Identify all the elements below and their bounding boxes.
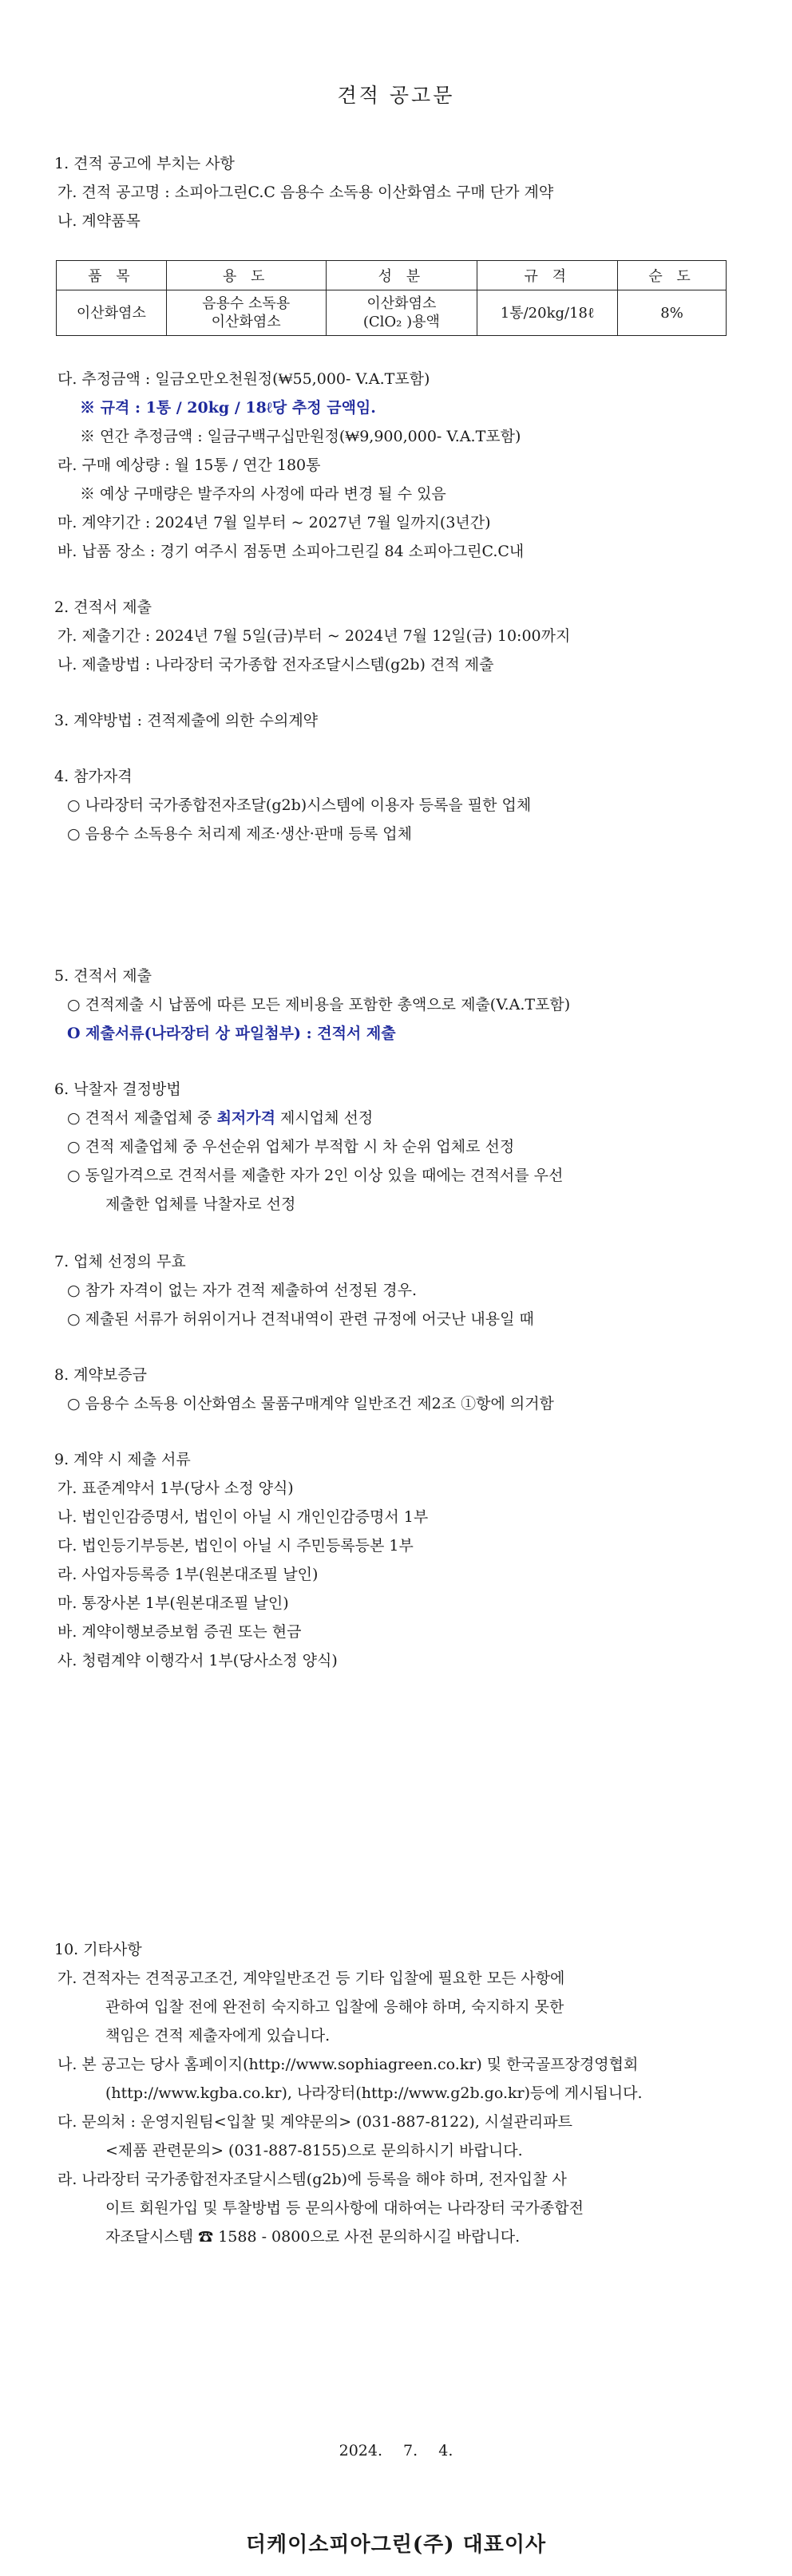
section-2-heading: 2. 견적서 제출 <box>54 599 152 616</box>
s6-item-lowest <box>67 1106 373 1128</box>
cell-composition-line1: 이산화염소 <box>366 295 437 312</box>
table-header-cell: 용 도 <box>166 261 326 290</box>
section-3-heading: 3. 계약방법 : 견적제출에 의한 수의계약 <box>54 712 319 729</box>
s6-item-lowest-emphasis: 최저가격 <box>216 1109 275 1127</box>
s6-item-lowest-post: 제시업체 선정 <box>275 1109 374 1127</box>
s9-list-item: 나. 법인인감증명서, 법인이 아닐 시 개인인감증명서 1부 <box>57 1508 429 1526</box>
s1-note-annual: ※ 연간 추정금액 : 일금구백구십만원정(₩9,900,000- V.A.T포함) <box>80 428 521 445</box>
s9-list-item: 라. 사업자등록증 1부(원본대조필 날인) <box>57 1566 319 1583</box>
contract-items-table <box>56 260 727 336</box>
s10-item-ga: 가. 견적자는 견적공고조건, 계약일반조건 등 기타 입찰에 필요한 모든 사항에 <box>57 1970 565 1987</box>
s10-item-ra-cont: 이트 회원가입 및 투찰방법 등 문의사항에 대하여는 나라장터 국가종합전 <box>105 2199 584 2217</box>
s1-purchase-volume: 라. 구매 예상량 : 월 15통 / 연간 180통 <box>57 456 321 474</box>
document-title: 견적 공고문 <box>337 84 455 107</box>
s9-list-item: 가. 표준계약서 1부(당사 소정 양식) <box>57 1480 294 1497</box>
cell-spec: 1통/20kg/18ℓ <box>477 290 618 336</box>
s1-note-volume: ※ 예상 구매량은 발주자의 사정에 따라 변경 될 수 있음 <box>80 485 446 503</box>
s6-item-lowest-pre: ○ 견적서 제출업체 중 <box>67 1109 217 1127</box>
section-9-heading: 9. 계약 시 제출 서류 <box>54 1451 191 1468</box>
s10-item-da-cont: <제품 관련문의> (031-887-8155)으로 문의하시기 바랍니다. <box>105 2142 523 2159</box>
section-6-heading: 6. 낙찰자 결정방법 <box>54 1081 181 1098</box>
s5-item: ○ 견적제출 시 납품에 따른 모든 제비용을 포함한 총액으로 제출(V.A.T포함) <box>67 996 571 1013</box>
s4-item: ○ 나라장터 국가종합전자조달(g2b)시스템에 이용자 등록을 필한 업체 <box>67 796 532 814</box>
cell-use-line1: 음용수 소독용 <box>202 295 291 312</box>
s9-list-item: 다. 법인등기부등본, 법인이 아닐 시 주민등록등본 1부 <box>57 1537 414 1555</box>
s1-delivery-place: 바. 납품 장소 : 경기 여주시 점동면 소피아그린길 84 소피아그린C.C내 <box>57 543 525 560</box>
signature-line: 더케이소피아그린(주) 대표이사 <box>245 2533 547 2557</box>
s8-item: ○ 음용수 소독용 이산화염소 물품구매계약 일반조건 제2조 ①항에 의거함 <box>67 1395 554 1412</box>
s10-item-na: 나. 본 공고는 당사 홈페이지(http://www.sophiagreen.co.kr) 및 한국골프장경영협회 <box>57 2056 639 2073</box>
s2-period: 가. 제출기간 : 2024년 7월 5일(금)부터 ~ 2024년 7월 12일(금) 10:00까지 <box>57 627 571 645</box>
section-5-heading: 5. 견적서 제출 <box>54 967 152 985</box>
table-header-cell: 순 도 <box>618 261 727 290</box>
section-1-heading: 1. 견적 공고에 부치는 사항 <box>54 155 235 172</box>
table-row <box>57 290 727 336</box>
s9-list-item: 사. 청렴계약 이행각서 1부(당사소정 양식) <box>57 1652 338 1669</box>
s6-item: ○ 견적 제출업체 중 우선순위 업체가 부적합 시 차 순위 업체로 선정 <box>67 1138 515 1156</box>
table-header-cell: 성 분 <box>326 261 477 290</box>
cell-composition <box>326 290 477 336</box>
s9-list-item: 마. 통장사본 1부(원본대조필 날인) <box>57 1594 289 1612</box>
cell-item: 이산화염소 <box>57 290 167 336</box>
s2-method: 나. 제출방법 : 나라장터 국가종합 전자조달시스템(g2b) 견적 제출 <box>57 656 494 674</box>
notice-date: 2024. 7. 4. <box>339 2442 453 2459</box>
table-header-cell: 품 목 <box>57 261 167 290</box>
section-8-heading: 8. 계약보증금 <box>54 1366 147 1384</box>
s9-list-item: 바. 계약이행보증보험 증권 또는 현금 <box>57 1623 302 1641</box>
cell-use-line2: 이산화염소 <box>211 314 281 330</box>
s10-item-ga-cont: 책임은 견적 제출자에게 있습니다. <box>105 2027 331 2045</box>
s10-item-ga-cont: 관하여 입찰 전에 완전히 숙지하고 입찰에 응해야 하며, 숙지하지 못한 <box>105 1998 564 2016</box>
section-7-heading: 7. 업체 선정의 무효 <box>54 1253 186 1270</box>
s7-item: ○ 참가 자격이 없는 자가 견적 제출하여 선정된 경우. <box>67 1282 418 1299</box>
section-4-heading: 4. 참가자격 <box>54 768 133 785</box>
section-10-heading: 10. 기타사항 <box>54 1941 142 1958</box>
s1-contract-items-label: 나. 계약품목 <box>57 212 141 230</box>
s1-estimated-price: 다. 추정금액 : 일금오만오천원정(₩55,000- V.A.T포함) <box>57 370 430 388</box>
s6-item-continued: 제출한 업체를 낙찰자로 선정 <box>105 1195 296 1213</box>
s10-item-na-cont: (http://www.kgba.co.kr), 나라장터(http://www.g2b.go.kr)등에 게시됩니다. <box>105 2084 643 2102</box>
s10-item-ra-cont: 자조달시스템 ☎ 1588 - 0800으로 사전 문의하시길 바랍니다. <box>105 2228 521 2246</box>
s5-item-documents: O 제출서류(나라장터 상 파일첨부) : 견적서 제출 <box>67 1025 396 1042</box>
table-header-cell: 규 격 <box>477 261 618 290</box>
s4-item: ○ 음용수 소독용수 처리제 제조·생산·판매 등록 업체 <box>67 825 412 843</box>
s1-notice-name: 가. 견적 공고명 : 소피아그린C.C 음용수 소독용 이산화염소 구매 단가 계약 <box>57 184 554 201</box>
s1-note-spec: ※ 규격 : 1통 / 20kg / 18ℓ당 추정 금액임. <box>80 399 376 417</box>
s7-item: ○ 제출된 서류가 허위이거나 견적내역이 관련 규정에 어긋난 내용일 때 <box>67 1310 534 1328</box>
s6-item: ○ 동일가격으로 견적서를 제출한 자가 2인 이상 있을 때에는 견적서를 우선 <box>67 1167 564 1184</box>
cell-composition-line2: (ClO₂ )용액 <box>362 314 440 330</box>
cell-use <box>166 290 326 336</box>
cell-purity: 8% <box>618 290 727 336</box>
s10-item-da: 다. 문의처 : 운영지원팀<입찰 및 계약문의> (031-887-8122), 시설관리파트 <box>57 2113 572 2131</box>
table-header-row <box>57 261 727 290</box>
s1-contract-period: 마. 계약기간 : 2024년 7월 일부터 ~ 2027년 7월 일까지(3년간) <box>57 514 491 531</box>
s10-item-ra: 라. 나라장터 국가종합전자조달시스템(g2b)에 등록을 해야 하며, 전자입찰 사 <box>57 2171 567 2188</box>
